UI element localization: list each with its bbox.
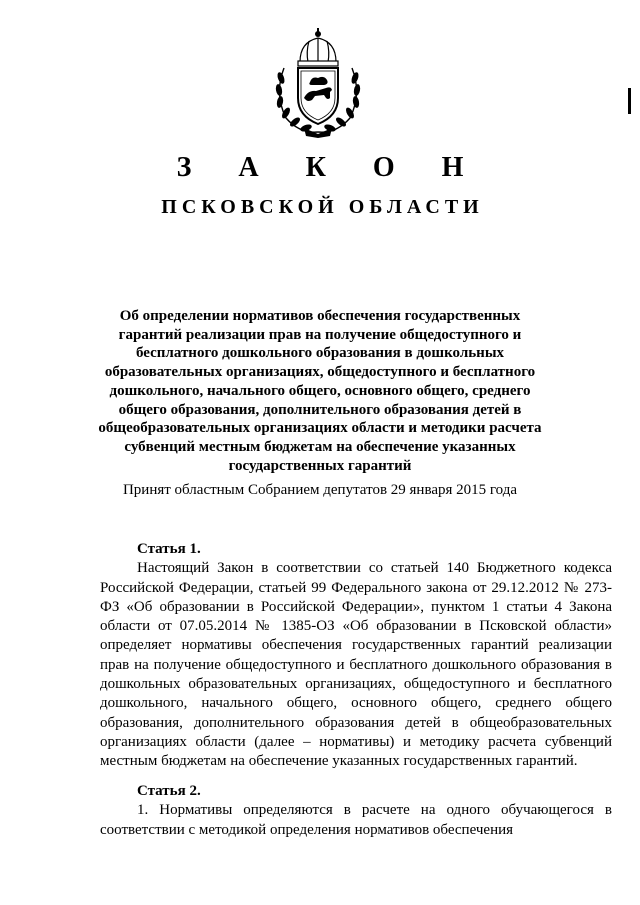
article-heading: Статья 1.: [137, 541, 201, 557]
law-title: З А К О Н: [176, 152, 484, 183]
law-region: ПСКОВСКОЙ ОБЛАСТИ: [161, 196, 484, 218]
adoption-note: Принят областным Собранием депутатов 29 января 2015 года: [122, 482, 518, 498]
article-1: [100, 540, 612, 772]
article-2: [100, 782, 612, 840]
article-text: Настоящий Закон в соответствии со статьей 140 Бюджетного кодекса Российской Федерации, статьей 99 Федерального закона от 29.12.2012 № 273-ФЗ «Об образовании в Российской Федерации», пунктом 1 статьи 4 Закона области от 07.05.2014 № 1385-ОЗ «Об образовании в Псковской области» определяет нормативы обеспечения государственных гарантий реализации прав на получение общедоступного и бесплатного дошкольного образования в дошкольных образовательных организациях, общедоступного и бесплатного дошкольного, начального общего, основного общего, среднего общего образования, дополнительного образования детей в общеобразовательных организациях области (далее – нормативы) и методику расчета субвенций местным бюджетам на обеспечение указанных государственных гарантий.: [100, 560, 612, 770]
article-text: 1. Нормативы определяются в расчете на одного обучающегося в соответствии с методикой определения нормативов обеспечения: [100, 802, 612, 838]
page-edge-mark: [628, 88, 631, 114]
coat-of-arms-icon: [270, 28, 366, 138]
article-heading: Статья 2.: [137, 783, 201, 799]
law-subject: Об определении нормативов обеспечения государственных гарантий реализации прав на получение общедоступного и бесплатного дошкольного образования в дошкольных образовательных организациях, общедоступного и бесплатного дошкольного, начального общего, основного общего, среднего общего образования, дополнительного образования детей в общеобразовательных организациях области и методики расчета субвенций местным бюджетам на обеспечение указанных государственных гарантий: [98, 308, 542, 474]
